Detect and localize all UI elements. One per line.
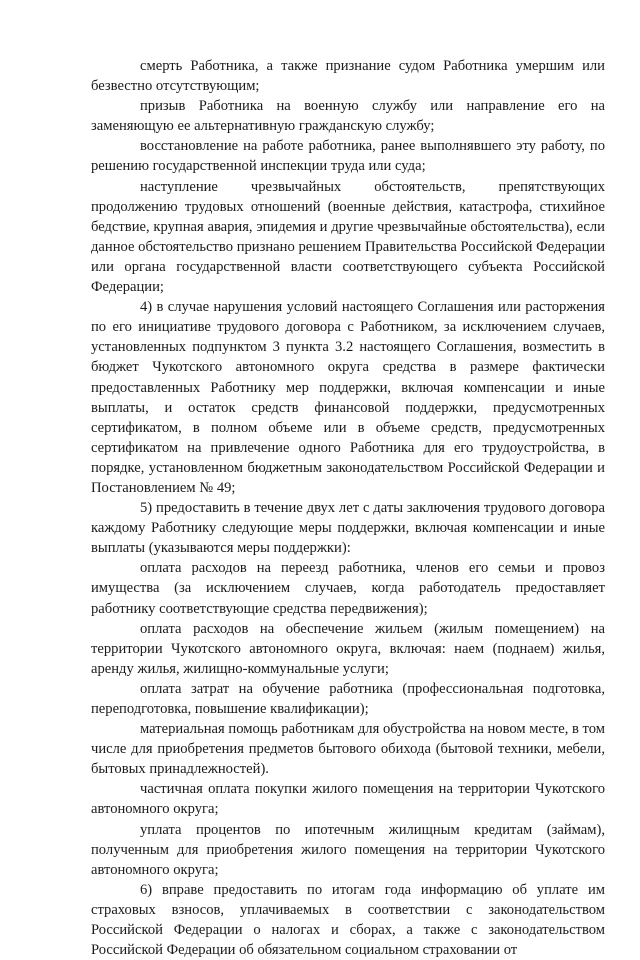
paragraph-item-5: 5) предоставить в течение двух лет с даты заключения трудового договора каждому Работнику следующие меры поддержки, включая компенсации и иные выплаты (указываются меры поддержки):	[91, 500, 605, 557]
paragraph-item-4: 4) в случае нарушения условий настоящего Соглашения или расторжения по его инициативе трудового договора с Работником, за исключением случаев, установленных подпунктом 3 пункта 3.2 настоящего Соглашения, возместить в бюджет Чукотского автономного округа средства в размере фактически предоставленных Работнику мер поддержки, включая компенсации и иные выплаты, и остаток средств финансовой поддержки, предусмотренных сертификатом, в полном объеме или в объеме средств, предусмотренных сертификатом на привлечение одного Работника для его трудоустройства, в порядке, установленном бюджетным законодательством Российской Федерации и Постановлением № 49;	[91, 299, 605, 496]
paragraph-housing-purchase: частичная оплата покупки жилого помещения на территории Чукотского автономного округа;	[91, 781, 605, 818]
paragraph-death: смерть Работника, а также признание судом Работника умершим или безвестно отсутствующим;	[91, 58, 605, 95]
paragraph-training-costs: оплата затрат на обучение работника (профессиональная подготовка, переподготовка, повышение квалификации);	[91, 680, 605, 717]
paragraph-housing-costs: оплата расходов на обеспечение жильем (жилым помещением) на территории Чукотского автономного округа, включая: наем (поднаем) жилья, аренду жилья, жилищно-коммунальные услуги;	[91, 620, 605, 677]
document-body	[91, 56, 605, 960]
paragraph-material-aid: материальная помощь работникам для обустройства на новом месте, в том числе для приобретения предметов бытового обихода (бытовой техники, мебели, бытовых принадлежностей).	[91, 721, 605, 778]
paragraph-military-service: призыв Работника на военную службу или направление его на заменяющую ее альтернативную гражданскую службу;	[91, 98, 605, 135]
paragraph-item-6: 6) вправе предоставить по итогам года информацию об уплате им страховых взносов, уплачиваемых в соответствии с законодательством Российской Федерации о налогах и сборах, а также с законодательством Российской Федерации об обязательном социальном страховании от	[91, 881, 605, 959]
paragraph-reinstatement: восстановление на работе работника, ранее выполнявшего эту работу, по решению государственной инспекции труда или суда;	[91, 138, 605, 175]
paragraph-emergency: наступление чрезвычайных обстоятельств, препятствующих продолжению трудовых отношений (военные действия, катастрофа, стихийное бедствие, крупная авария, эпидемия и другие чрезвычайные обстоятельства), если данное обстоятельство признано решением Правительства Российской Федерации или органа государственной власти соответствующего субъекта Российской Федерации;	[91, 178, 605, 296]
paragraph-relocation-costs: оплата расходов на переезд работника, членов его семьи и провоз имущества (за исключением случаев, когда работодатель предоставляет работнику соответствующие средства передвижения);	[91, 560, 605, 617]
paragraph-mortgage-interest: уплата процентов по ипотечным жилищным кредитам (займам), полученным для приобретения жилого помещения на территории Чукотского автономного округа;	[91, 821, 605, 878]
